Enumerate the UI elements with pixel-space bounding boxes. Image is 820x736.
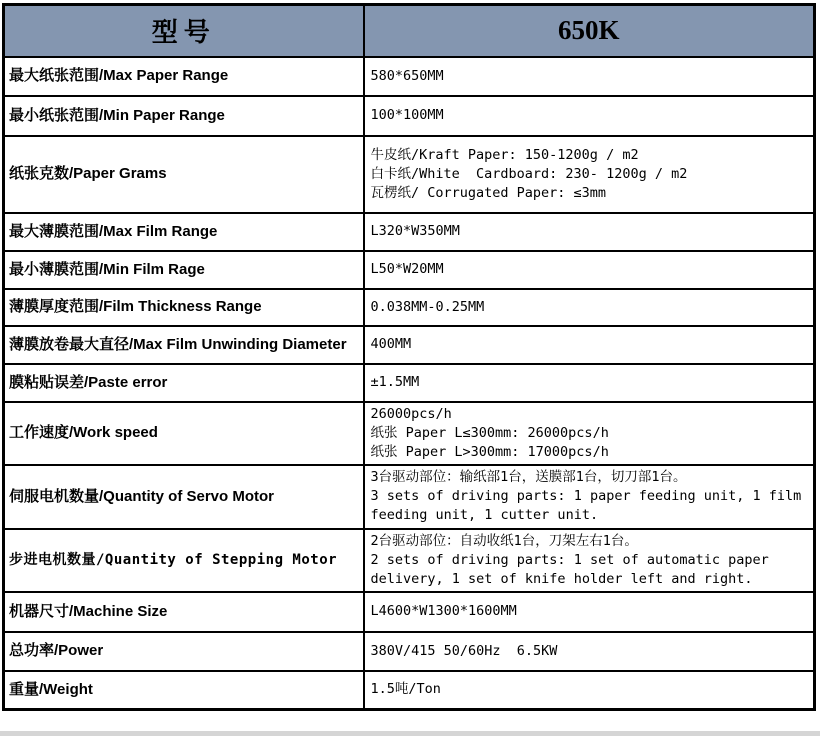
- table-row: [4, 96, 815, 136]
- spec-row-label: 纸张克数/Paper Grams: [4, 136, 364, 213]
- spec-value-line: 白卡纸/White Cardboard: 230- 1200g / m2: [370, 165, 688, 182]
- table-row: [4, 213, 815, 251]
- table-row: [4, 592, 815, 632]
- spec-row-value: [364, 465, 815, 529]
- spec-row-value: [364, 57, 815, 96]
- machine-spec-table: [2, 3, 816, 711]
- spec-value-line: 26000pcs/h: [370, 405, 452, 422]
- spec-row-label: 总功率/Power: [4, 632, 364, 671]
- spec-value-line: 2 sets of driving parts: 1 set of automatic paper delivery, 1 set of knife holder left and right.: [370, 551, 777, 587]
- table-header-row: [4, 5, 815, 57]
- spec-row-value: [364, 96, 815, 136]
- model-column-header: 型号: [4, 5, 364, 57]
- spec-value-line: 瓦楞纸/ Corrugated Paper: ≤3mm: [370, 184, 607, 201]
- spec-row-value: [364, 671, 815, 710]
- spec-row-label: 薄膜厚度范围/Film Thickness Range: [4, 289, 364, 326]
- spec-row-label: 重量/Weight: [4, 671, 364, 710]
- model-value-header: 650K: [364, 5, 815, 57]
- spec-row-label: 最小薄膜范围/Min Film Rage: [4, 251, 364, 289]
- table-row: [4, 402, 815, 465]
- spec-value-line: 3台驱动部位：输纸部1台，送膜部1台，切刀部1台。: [370, 469, 687, 485]
- spec-value-line: 纸张 Paper L>300mm: 17000pcs/h: [370, 443, 609, 460]
- spec-row-label: 机器尺寸/Machine Size: [4, 592, 364, 632]
- spec-row-value: [364, 213, 815, 251]
- table-row: [4, 364, 815, 402]
- spec-value-line: 1.5吨/Ton: [370, 681, 441, 698]
- spec-value-line: 380V/415 50/60Hz 6.5KW: [370, 642, 558, 659]
- spec-row-label: 最小纸张范围/Min Paper Range: [4, 96, 364, 136]
- spec-value-line: 2台驱动部位：自动收纸1台，刀架左右1台。: [370, 532, 638, 549]
- table-row: [4, 289, 815, 326]
- table-row: [4, 326, 815, 364]
- spec-value-line: L50*W20MM: [370, 261, 444, 277]
- spec-value-line: 纸张 Paper L≤300mm: 26000pcs/h: [370, 424, 609, 441]
- spec-row-label: 工作速度/Work speed: [4, 402, 364, 465]
- spec-row-value: [364, 326, 815, 364]
- spec-row-value: [364, 632, 815, 671]
- table-row: [4, 671, 815, 710]
- spec-row-label: 最大纸张范围/Max Paper Range: [4, 57, 364, 96]
- spec-row-value: [364, 402, 815, 465]
- spec-row-label: 最大薄膜范围/Max Film Range: [4, 213, 364, 251]
- spec-row-value: [364, 136, 815, 213]
- spec-row-value: [364, 251, 815, 289]
- spec-value-line: 3 sets of driving parts: 1 paper feeding unit, 1 film feeding unit, 1 cutter unit.: [370, 488, 810, 523]
- spec-row-label: 薄膜放卷最大直径/Max Film Unwinding Diameter: [4, 326, 364, 364]
- spec-row-label: 伺服电机数量/Quantity of Servo Motor: [4, 465, 364, 529]
- spec-row-value: [364, 529, 815, 592]
- spec-value-line: ±1.5MM: [370, 374, 420, 390]
- spec-table-body: [4, 5, 815, 710]
- table-row: [4, 465, 815, 529]
- spec-row-label: 膜粘贴误差/Paste error: [4, 364, 364, 402]
- spec-value-line: L320*W350MM: [370, 223, 460, 239]
- spec-row-value: [364, 592, 815, 632]
- spec-row-value: [364, 364, 815, 402]
- table-row: [4, 251, 815, 289]
- spec-row-value: [364, 289, 815, 326]
- spec-value-line: 100*100MM: [370, 107, 444, 123]
- spec-value-line: 400MM: [370, 336, 412, 352]
- page-bottom-edge: [0, 731, 820, 736]
- spec-row-label: 步进电机数量/Quantity of Stepping Motor: [4, 529, 364, 592]
- table-row: [4, 57, 815, 96]
- table-row: [4, 136, 815, 213]
- table-row: [4, 632, 815, 671]
- table-row: [4, 529, 815, 592]
- spec-value-line: 0.038MM-0.25MM: [370, 298, 485, 315]
- spec-value-line: 580*650MM: [370, 67, 444, 84]
- spec-value-line: L4600*W1300*1600MM: [370, 603, 517, 619]
- spec-value-line: 牛皮纸/Kraft Paper: 150-1200g / m2: [370, 146, 639, 163]
